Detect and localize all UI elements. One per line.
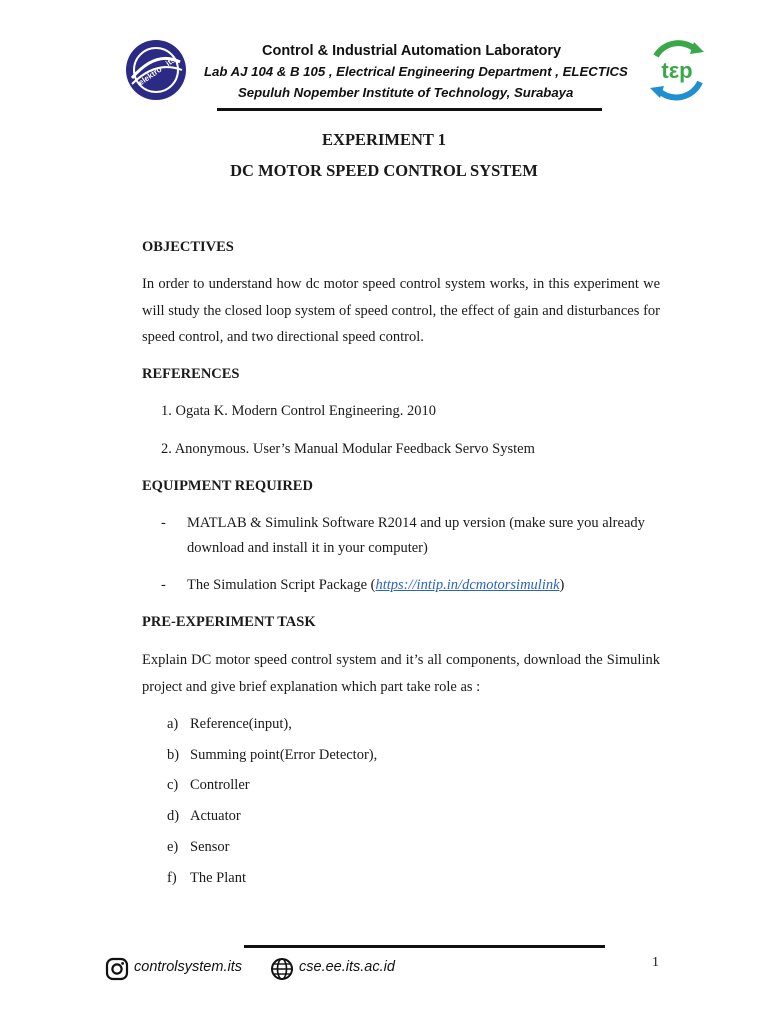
task-item: Reference(input),	[190, 716, 292, 732]
task-item-label: d)	[167, 808, 180, 824]
bullet-dash: -	[161, 577, 166, 593]
elektro-its-logo	[124, 38, 188, 102]
pre-task-text: Explain DC motor speed control system and it’s all components, download the Simulink project and give brief explanation which part take role as :	[142, 652, 660, 695]
lab-location: Lab AJ 104 & B 105 , Electrical Engineering Department , ELECTICS	[204, 64, 628, 79]
simulation-package-link[interactable]: https://intip.in/dcmotorsimulink	[375, 577, 560, 593]
objectives-text: In order to understand how dc motor speed control system works, in this experiment we will study the closed loop system of speed control, the effect of gain and disturbances for speed control, and two directional speed control.	[142, 276, 660, 345]
equipment-item-matlab: MATLAB & Simulink Software R2014 and up version (make sure you already download and install it in your computer)	[187, 515, 645, 556]
task-item: Summing point(Error Detector),	[190, 747, 378, 763]
equipment-item-script-prefix: The Simulation Script Package (	[187, 577, 376, 593]
instagram-handle[interactable]: controlsystem.its	[134, 959, 242, 975]
tep-logo-text: tεp	[661, 58, 693, 83]
task-item: The Plant	[190, 870, 246, 886]
equipment-item-script-suffix: )	[559, 577, 565, 593]
task-item-label: f)	[167, 870, 177, 886]
equipment-item-script	[187, 573, 663, 598]
bullet-dash: -	[161, 515, 166, 531]
task-item: Sensor	[190, 839, 230, 855]
globe-icon	[270, 957, 294, 981]
task-item-label: b)	[167, 747, 180, 763]
reference-item: 2. Anonymous. User’s Manual Modular Feedback Servo System	[161, 441, 535, 457]
task-item: Controller	[190, 777, 250, 793]
instagram-icon	[105, 957, 129, 981]
pre-task-heading: PRE-EXPERIMENT TASK	[142, 614, 316, 630]
task-item-label: a)	[167, 716, 179, 732]
experiment-title: DC MOTOR SPEED CONTROL SYSTEM	[230, 161, 538, 180]
reference-item: 1. Ogata K. Modern Control Engineering. 2010	[161, 403, 437, 419]
elektro-its-logo-text: elektro - its	[136, 55, 177, 88]
page-number: 1	[652, 955, 659, 970]
lab-name: Control & Industrial Automation Laboratory	[262, 43, 562, 59]
website-url[interactable]: cse.ee.its.ac.id	[299, 959, 395, 975]
task-item-label: e)	[167, 839, 179, 855]
objectives-heading: OBJECTIVES	[142, 239, 234, 255]
equipment-heading: EQUIPMENT REQUIRED	[142, 478, 313, 494]
task-item-label: c)	[167, 777, 179, 793]
institute-name: Sepuluh Nopember Institute of Technology, Surabaya	[238, 85, 574, 100]
tep-logo	[644, 38, 710, 102]
task-item: Actuator	[190, 808, 241, 824]
footer-rule	[244, 945, 605, 948]
header-rule	[217, 108, 602, 111]
experiment-number: EXPERIMENT 1	[322, 130, 446, 149]
references-heading: REFERENCES	[142, 366, 240, 382]
